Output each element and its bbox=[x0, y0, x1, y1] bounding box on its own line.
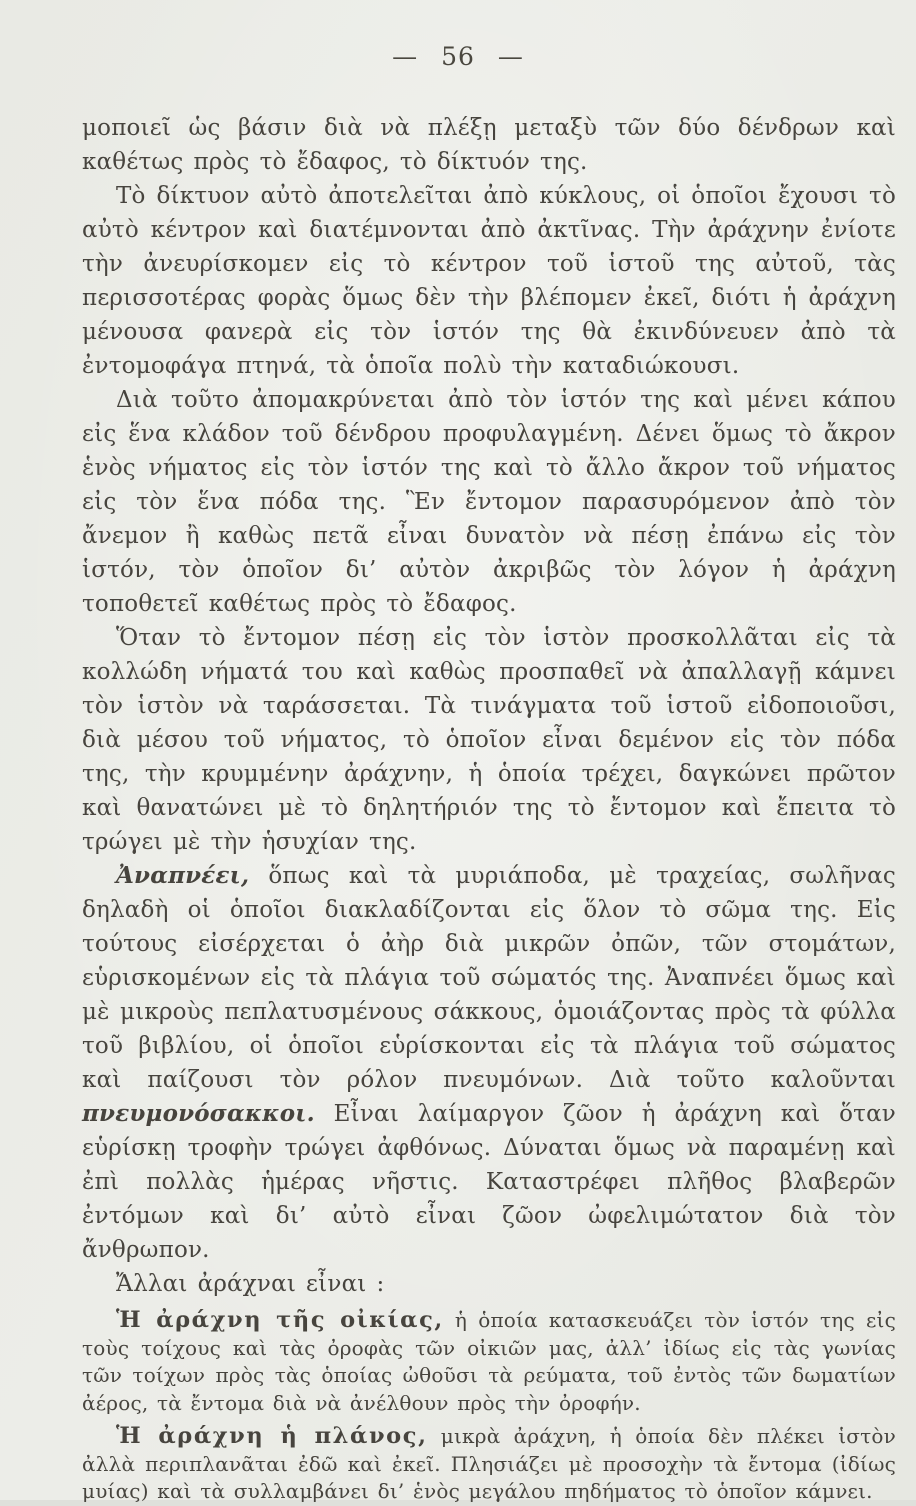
paragraph bbox=[82, 1423, 896, 1506]
page-number: — 56 — bbox=[392, 42, 524, 71]
paragraph bbox=[82, 859, 896, 1267]
paragraph bbox=[82, 1267, 896, 1301]
lead-bold-segment: Ἡ ἀράχνη ἡ πλάνος, bbox=[116, 1423, 428, 1449]
paragraph bbox=[82, 383, 896, 621]
paragraph bbox=[82, 621, 896, 859]
text-segment: Εἶναι λαίμαργον ζῶον ἡ ἀράχνη καὶ ὅταν εὑρίσκῃ τροφὴν τρώγει ἀφθόνως. Δύναται ὅμως νὰ παραμένῃ καὶ ἐπὶ πολλὰς ἡμέρας νῆστις. Καταστρέφει πλῆθος βλαβερῶν ἐντόμων καὶ δι’ αὐτὸ εἶναι ζῶον ὠφελιμώτατον διὰ τὸν ἄνθρωπον. bbox=[82, 1101, 896, 1263]
bold-italic-segment: πνευμονόσακκοι. bbox=[82, 1100, 315, 1127]
text-segment: ὅπως καὶ τὰ μυριάποδα, μὲ τραχείας, σωλῆνας δηλαδὴ οἱ ὁποῖοι διακλαδίζονται εἰς ὅλον τὸ σῶμα της. Εἰς τούτους εἰσέρχεται ὁ ἀὴρ διὰ μικρῶν ὀπῶν, τῶν στομάτων, εὑρισκομένων εἰς τὰ πλάγια τοῦ σώματός της. Ἀναπνέει ὅμως καὶ μὲ μικροὺς πεπλατυσμένους σάκκους, ὁμοιάζοντας πρὸς τὰ φύλλα τοῦ βιβλίου, οἱ ὁποῖοι εὑρίσκονται εἰς τὰ πλάγια τοῦ σώματος καὶ παίζουσι τὸν ρόλον πνευμόνων. Διὰ τοῦτο καλοῦνται bbox=[82, 863, 896, 1093]
bold-italic-segment: Ἀναπνέει, bbox=[116, 862, 250, 889]
text-segment: Τὸ δίκτυον αὐτὸ ἀποτελεῖται ἀπὸ κύκλους, οἱ ὁποῖοι ἔχουσι τὸ αὐτὸ κέντρον καὶ διατέμνονται ἀπὸ ἀκτῖνας. Τὴν ἀράχνην ἐνίοτε τὴν ἀνευρίσκομεν εἰς τὸ κέντρον τοῦ ἱστοῦ της αὐτοῦ, τὰς περισσοτέρας φορὰς ὅμως δὲν τὴν βλέπομεν ἐκεῖ, διότι ἡ ἀράχνη μένουσα φανερὰ εἰς τὸν ἱστόν της θὰ ἐκινδύνευεν ἀπὸ τὰ ἐντομοφάγα πτηνά, τὰ ὁποῖα πολὺ τὴν καταδιώκουσι. bbox=[82, 183, 896, 379]
text-segment: μοποιεῖ ὡς βάσιν διὰ νὰ πλέξῃ μεταξὺ τῶν δύο δένδρων καὶ καθέτως πρὸς τὸ ἔδαφος, τὸ δίκτυόν της. bbox=[82, 115, 896, 175]
text-segment: Ἄλλαι ἀράχναι εἶναι : bbox=[116, 1271, 385, 1297]
text-block bbox=[0, 71, 916, 1506]
paragraph bbox=[82, 1307, 896, 1417]
lead-bold-segment: Ἡ ἀράχνη τῆς οἰκίας, bbox=[116, 1307, 444, 1333]
paragraph bbox=[82, 111, 896, 179]
text-segment: Διὰ τοῦτο ἀπομακρύνεται ἀπὸ τὸν ἱστόν της καὶ μένει κάπου εἰς ἕνα κλάδον τοῦ δένδρου προφυλαγμένη. Δένει ὅμως τὸ ἄκρον ἑνὸς νήματος εἰς τὸν ἱστόν της καὶ τὸ ἄλλο ἄκρον τοῦ νήματος εἰς τὸν ἕνα πόδα της. Ἓν ἔντομον παρασυρόμενον ἀπὸ τὸν ἄνεμον ἢ καθὼς πετᾶ εἶναι δυνατὸν νὰ πέσῃ ἐπάνω εἰς τὸν ἱστόν, τὸν ὁποῖον δι’ αὐτὸν ἀκριβῶς τὸν λόγον ἡ ἀράχνη τοποθετεῖ καθέτως πρὸς τὸ ἔδαφος. bbox=[82, 387, 896, 617]
text-segment: μικρὰ ἀράχνη, ἡ ὁποία δὲν πλέκει ἱστὸν ἀλλὰ περιπλανᾶται ἐδῶ καὶ ἐκεῖ. Πλησιάζει μὲ προσοχὴν τὰ ἔντομα (ἰδίως μυίας) καὶ τὰ συλλαμβάνει δι’ ἑνὸς μεγάλου πηδήματος τὸ ὁποῖον κάμνει. bbox=[82, 1424, 896, 1503]
paragraph bbox=[82, 179, 896, 383]
text-segment: ἡ ὁποία κατασκευάζει τὸν ἱστόν της εἰς τοὺς τοίχους καὶ τὰς ὀροφὰς τῶν οἰκιῶν μας, ἀλλ’ ἰδίως εἰς τὰς γωνίας τῶν τοίχων πρὸς τὰς ὁποίας ὠθοῦσι τὰ ρεύματα, τοῦ ἐντὸς τῶν δωματίων ἀέρος, τὰ ἔντομα διὰ νὰ ἀνέλθουν πρὸς τὴν ὀροφήν. bbox=[82, 1308, 896, 1415]
text-segment: Ὅταν τὸ ἔντομον πέσῃ εἰς τὸν ἱστὸν προσκολλᾶται εἰς τὰ κολλώδη νήματά του καὶ καθὼς προσπαθεῖ νὰ ἀπαλλαγῇ κάμνει τὸν ἱστὸν νὰ ταράσσεται. Τὰ τινάγματα τοῦ ἱστοῦ εἰδοποιοῦσι, διὰ μέσου τοῦ νήματος, τὸ ὁποῖον εἶναι δεμένον εἰς τὸν πόδα της, τὴν κρυμμένην ἀράχνην, ἡ ὁποία τρέχει, δαγκώνει πρῶτον καὶ θανατώνει μὲ τὸ δηλητήριόν της τὸ ἔντομον καὶ ἔπειτα τὸ τρώγει μὲ τὴν ἡσυχίαν της. bbox=[82, 625, 896, 855]
